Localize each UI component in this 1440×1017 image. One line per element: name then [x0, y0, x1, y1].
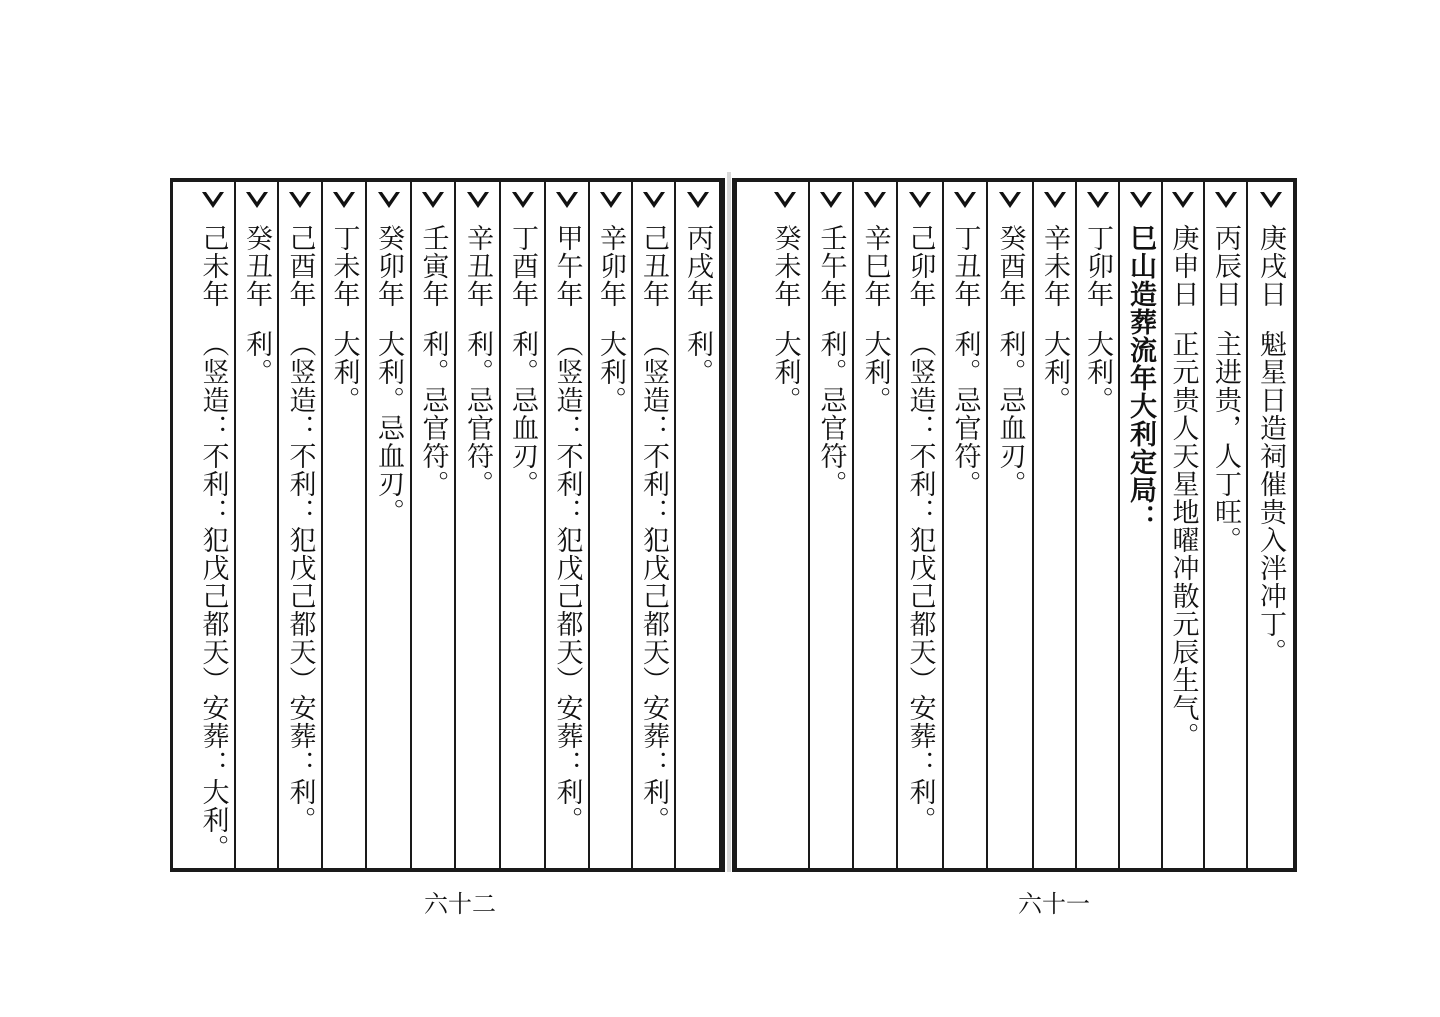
entry-heading: 丙戌年 — [682, 224, 713, 308]
triangle-marker-icon — [1214, 190, 1238, 210]
column-text — [1127, 224, 1154, 532]
triangle-marker-icon — [377, 190, 401, 210]
column-text — [640, 224, 667, 834]
column-text — [197, 224, 229, 862]
entry-body: （竖造：不利：犯戊己都天）安葬：大利。 — [197, 330, 229, 862]
triangle-marker-icon — [863, 190, 887, 210]
entry-body: 利。忌血刃。 — [994, 330, 1026, 498]
text-column — [896, 182, 942, 868]
text-column — [1075, 182, 1118, 868]
triangle-marker-icon — [288, 190, 312, 210]
column-text — [904, 224, 936, 834]
column-text — [769, 224, 801, 414]
entry-heading: 己卯年 — [904, 224, 936, 308]
column-text — [1167, 224, 1199, 750]
column-text — [597, 224, 624, 414]
entry-body: （竖造：不利：犯戊己都天）安葬：利。 — [551, 330, 583, 834]
column-text — [551, 224, 583, 834]
text-column — [454, 182, 499, 868]
column-text — [464, 224, 491, 498]
entry-heading: 庚申日 — [1167, 224, 1199, 308]
entry-body: 大利。 — [1039, 330, 1070, 414]
column-text — [1257, 224, 1284, 666]
entry-heading: 癸卯年 — [373, 224, 404, 308]
entry-heading: 己未年 — [197, 224, 229, 308]
entry-body: （竖造：不利：犯戊己都天）安葬：利。 — [284, 330, 316, 834]
triangle-marker-icon — [332, 190, 356, 210]
triangle-marker-icon — [555, 190, 579, 210]
entry-heading: 辛未年 — [1039, 224, 1070, 308]
triangle-marker-icon — [773, 190, 797, 210]
column-text — [375, 224, 402, 526]
entry-body: 大利。 — [595, 330, 626, 414]
triangle-marker-icon — [245, 190, 269, 210]
entry-body: （竖造：不利：犯戊己都天）安葬：利。 — [638, 330, 669, 834]
entry-heading: 辛丑年 — [462, 224, 493, 308]
book-gutter — [727, 172, 731, 872]
text-column — [499, 182, 544, 868]
column-text — [509, 224, 536, 498]
entry-heading: 壬寅年 — [417, 224, 449, 308]
entry-heading: 辛卯年 — [595, 224, 626, 308]
triangle-marker-icon — [421, 190, 445, 210]
entry-body: 大利。 — [328, 330, 360, 414]
entry-body: 魁星日造祠催贵入泮冲丁。 — [1255, 330, 1286, 666]
entry-body: 正元贵人天星地曜冲散元辰生气。 — [1167, 330, 1199, 750]
entry-heading: 癸酉年 — [994, 224, 1026, 308]
triangle-marker-icon — [686, 190, 710, 210]
entry-heading: 丁卯年 — [1082, 224, 1113, 308]
entry-body: 利。 — [682, 330, 713, 386]
entry-heading: 癸未年 — [769, 224, 801, 308]
triangle-marker-icon — [1086, 190, 1110, 210]
text-column — [544, 182, 588, 868]
text-column — [762, 182, 808, 868]
page-number-right: 六十一 — [1018, 890, 1090, 918]
triangle-marker-icon — [1043, 190, 1067, 210]
entry-body: 利。忌官符。 — [462, 330, 493, 498]
triangle-marker-icon — [819, 190, 843, 210]
entry-body: 主进贵，人丁旺。 — [1210, 330, 1241, 554]
text-column — [192, 182, 234, 868]
text-column — [234, 182, 277, 868]
left-page — [170, 178, 725, 872]
column-text — [684, 224, 711, 386]
triangle-marker-icon — [908, 190, 932, 210]
triangle-marker-icon — [998, 190, 1022, 210]
entry-heading: 壬午年 — [815, 224, 847, 308]
text-column — [1032, 182, 1075, 868]
text-column — [808, 182, 852, 868]
triangle-marker-icon — [201, 190, 225, 210]
entry-heading: 巳山造葬流年大利定局： — [1125, 224, 1156, 532]
entry-body: 利。忌官符。 — [815, 330, 847, 498]
column-text — [1084, 224, 1111, 414]
entry-heading: 辛巳年 — [859, 224, 891, 308]
entry-heading: 己丑年 — [638, 224, 669, 308]
text-column — [1246, 182, 1293, 868]
text-column — [986, 182, 1032, 868]
column-text — [284, 224, 316, 834]
entry-heading: 丙辰日 — [1210, 224, 1241, 308]
column-text — [815, 224, 847, 498]
entry-body: 利。忌官符。 — [417, 330, 449, 498]
triangle-marker-icon — [1129, 190, 1153, 210]
entry-heading: 丁丑年 — [949, 224, 981, 308]
column-text — [859, 224, 891, 414]
entry-body: 利。忌官符。 — [949, 330, 981, 498]
text-column — [852, 182, 896, 868]
column-text — [417, 224, 449, 498]
entry-heading: 庚戌日 — [1255, 224, 1286, 308]
column-text — [243, 224, 270, 386]
column-text — [1212, 224, 1239, 554]
entry-heading: 丁酉年 — [507, 224, 538, 308]
text-column — [942, 182, 986, 868]
text-column — [321, 182, 365, 868]
entry-body: 大利。 — [769, 330, 801, 414]
triangle-marker-icon — [1259, 190, 1283, 210]
text-column — [1118, 182, 1161, 868]
entry-heading: 己酉年 — [284, 224, 316, 308]
triangle-marker-icon — [599, 190, 623, 210]
entry-body: 大利。 — [1082, 330, 1113, 414]
text-column — [277, 182, 321, 868]
text-column — [410, 182, 454, 868]
text-column — [1203, 182, 1246, 868]
column-text — [328, 224, 360, 414]
text-column — [365, 182, 410, 868]
entry-body: 利。忌血刃。 — [507, 330, 538, 498]
entry-body: 利。 — [241, 330, 272, 386]
triangle-marker-icon — [511, 190, 535, 210]
entry-body: 大利。 — [859, 330, 891, 414]
right-page — [732, 178, 1297, 872]
triangle-marker-icon — [642, 190, 666, 210]
text-column — [1161, 182, 1203, 868]
entry-heading: 丁未年 — [328, 224, 360, 308]
entry-body: 大利。忌血刃。 — [373, 330, 404, 526]
page-number-left: 六十二 — [424, 890, 496, 918]
triangle-marker-icon — [953, 190, 977, 210]
entry-heading: 甲午年 — [551, 224, 583, 308]
text-column — [631, 182, 674, 868]
triangle-marker-icon — [466, 190, 490, 210]
column-text — [1041, 224, 1068, 414]
text-column — [588, 182, 631, 868]
triangle-marker-icon — [1171, 190, 1195, 210]
entry-body: （竖造：不利：犯戊己都天）安葬：利。 — [904, 330, 936, 834]
text-column — [674, 182, 719, 868]
column-text — [994, 224, 1026, 498]
column-text — [949, 224, 981, 498]
entry-heading: 癸丑年 — [241, 224, 272, 308]
